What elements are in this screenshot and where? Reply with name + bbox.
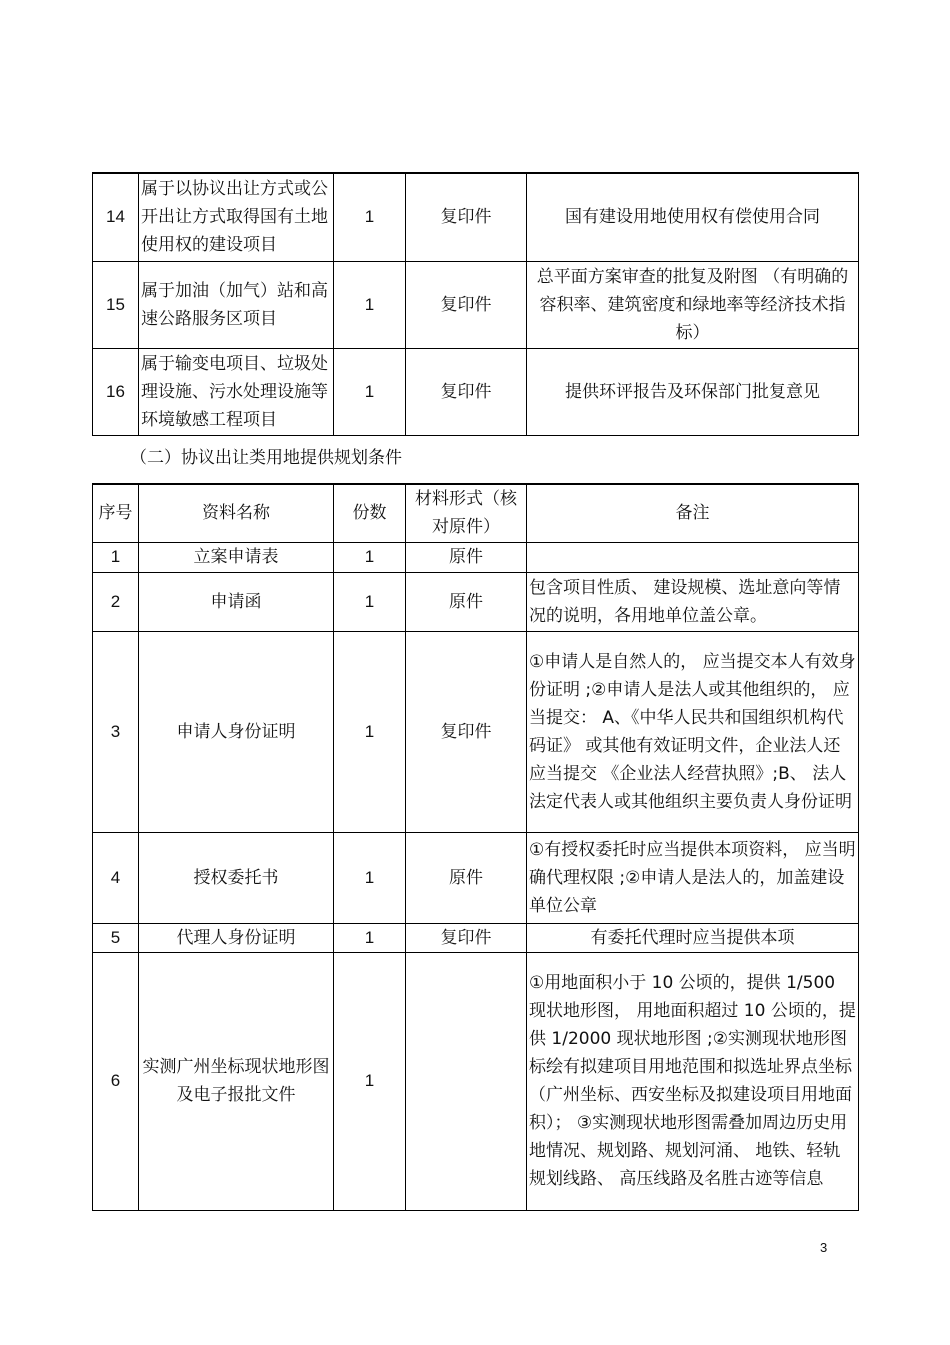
table-row [93, 348, 859, 435]
item-remark: ①申请人是自然人的， 应当提交本人有效身份证明 ;②申请人是法人或其他组织的， 应当提交： A、《中华人民共和国组织机构代码证》 或其他有效证明文件，企业法人还应当提交 《企业法人经营执照》;B、 法人法定代表人或其他组织主要负责人身份证明 [527, 631, 859, 832]
table-row [93, 261, 859, 348]
item-form: 原件 [406, 542, 527, 572]
page-number: 3 [820, 1240, 828, 1255]
item-remark: ①有授权委托时应当提供本项资料， 应当明确代理权限 ;②申请人是法人的，加盖建设单位公章 [527, 832, 859, 923]
item-copies: 1 [334, 631, 406, 832]
item-copies: 1 [334, 952, 406, 1210]
row-number: 4 [93, 832, 139, 923]
item-name: 实测广州坐标现状地形图及电子报批文件 [139, 952, 334, 1210]
table-row [93, 832, 859, 923]
item-copies: 1 [334, 348, 406, 435]
header-name: 资料名称 [139, 484, 334, 542]
table-row [93, 542, 859, 572]
row-number: 1 [93, 542, 139, 572]
header-remark: 备注 [527, 484, 859, 542]
item-remark: 总平面方案审查的批复及附图 （有明确的容积率、建筑密度和绿地率等经济技术指标） [527, 261, 859, 348]
item-name: 代理人身份证明 [139, 923, 334, 952]
item-form: 复印件 [406, 173, 527, 261]
row-number: 3 [93, 631, 139, 832]
item-remark: 有委托代理时应当提供本项 [527, 923, 859, 952]
item-copies: 1 [334, 542, 406, 572]
item-name: 申请人身份证明 [139, 631, 334, 832]
row-number: 5 [93, 923, 139, 952]
table-b [92, 483, 859, 1211]
item-remark: ①用地面积小于 10 公顷的，提供 1/500 现状地形图， 用地面积超过 10 公顷的，提供 1/2000 现状地形图 ;②实测现状地形图标绘有拟建项目用地范围和拟选址界点坐标（广州坐标、西安坐标及拟建设项目用地面积）； ③实测现状地形图需叠加周边历史用地情况、规划路、规划河涌、 地铁、轻轨规划线路、 高压线路及名胜古迹等信息 [527, 952, 859, 1210]
header-form: 材料形式（核对原件） [406, 484, 527, 542]
item-form: 复印件 [406, 261, 527, 348]
item-copies: 1 [334, 923, 406, 952]
table-row [93, 173, 859, 261]
item-name: 授权委托书 [139, 832, 334, 923]
item-remark [527, 542, 859, 572]
item-copies: 1 [334, 572, 406, 631]
item-copies: 1 [334, 173, 406, 261]
row-number: 6 [93, 952, 139, 1210]
row-number: 14 [93, 173, 139, 261]
header-no: 序号 [93, 484, 139, 542]
table-row [93, 631, 859, 832]
item-form: 原件 [406, 832, 527, 923]
item-remark: 提供环评报告及环保部门批复意见 [527, 348, 859, 435]
item-form: 原件 [406, 572, 527, 631]
item-copies: 1 [334, 832, 406, 923]
item-name: 属于加油（加气）站和高速公路服务区项目 [139, 261, 334, 348]
item-form [406, 952, 527, 1210]
row-number: 2 [93, 572, 139, 631]
item-name: 申请函 [139, 572, 334, 631]
item-form: 复印件 [406, 631, 527, 832]
table-header-row [93, 484, 859, 542]
item-form: 复印件 [406, 923, 527, 952]
item-name: 属于输变电项目、垃圾处理设施、污水处理设施等环境敏感工程项目 [139, 348, 334, 435]
item-name: 属于以协议出让方式或公开出让方式取得国有土地使用权的建设项目 [139, 173, 334, 261]
table-row [93, 572, 859, 631]
table-a [92, 172, 859, 436]
item-remark: 包含项目性质、 建设规模、选址意向等情况的说明，各用地单位盖公章。 [527, 572, 859, 631]
section-heading: （二）协议出让类用地提供规划条件 [130, 448, 402, 468]
row-number: 15 [93, 261, 139, 348]
header-copies: 份数 [334, 484, 406, 542]
item-form: 复印件 [406, 348, 527, 435]
item-remark: 国有建设用地使用权有偿使用合同 [527, 173, 859, 261]
table-row [93, 952, 859, 1210]
table-row [93, 923, 859, 952]
row-number: 16 [93, 348, 139, 435]
item-copies: 1 [334, 261, 406, 348]
item-name: 立案申请表 [139, 542, 334, 572]
